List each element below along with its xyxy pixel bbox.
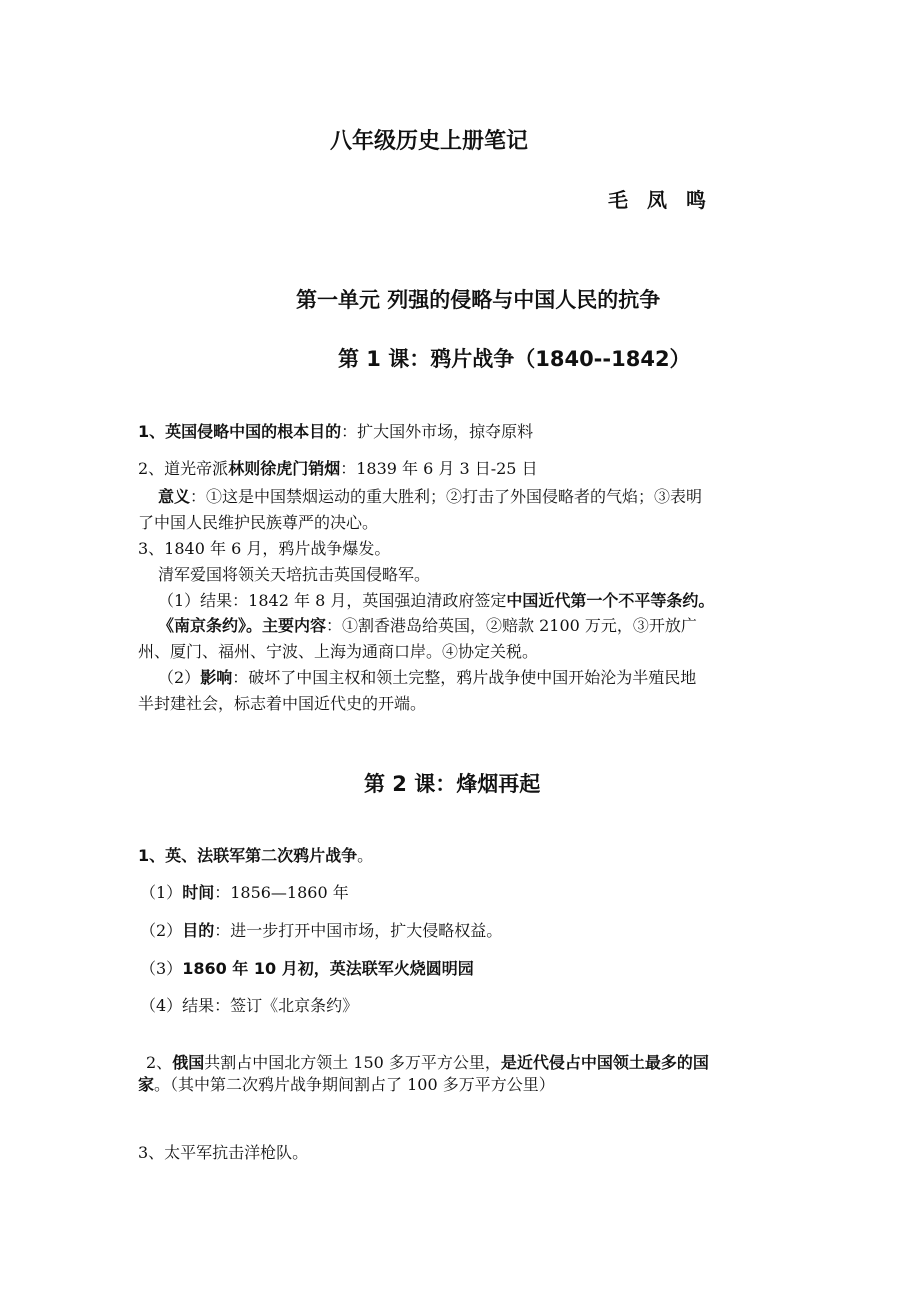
- point-text: ：1839 年 6 月 3 日-25 日: [340, 459, 538, 478]
- item-prefix: （3）: [140, 959, 183, 978]
- lesson1-point-1: [138, 421, 533, 443]
- treaty-continuation: 州、厦门、福州、宁波、上海为通商口岸。④协定关税。: [138, 642, 539, 661]
- result-text: （1）结果：1842 年 8 月，英国强迫清政府签定: [158, 591, 507, 610]
- lesson1-point-2: [138, 458, 538, 480]
- item-prefix: （1）: [140, 883, 183, 902]
- lesson2-point-1: [138, 845, 373, 867]
- lesson1-title: 第 1 课：鸦片战争（1840--1842）: [338, 347, 691, 371]
- lesson2-point-2-continuation: [138, 1074, 555, 1096]
- item-prefix: （2）: [140, 921, 183, 940]
- lesson2-goal: [140, 920, 502, 942]
- point-text: 2、道光帝派: [138, 459, 229, 478]
- impact-text: ：破坏了中国主权和领土完整，鸦片战争使中国开始沦为半殖民地: [232, 668, 697, 687]
- document-title: 八年级历史上册笔记: [330, 129, 529, 154]
- impact-heading: 影响: [200, 668, 233, 687]
- result-highlight: 中国近代第一个不平等条约。: [506, 591, 715, 610]
- lesson2-fire: [140, 958, 474, 980]
- result-line: [158, 590, 714, 612]
- lesson1-point-3: 3、1840 年 6 月，鸦片战争爆发。: [138, 539, 391, 558]
- point-text: 。: [357, 846, 374, 865]
- item-text: ：进一步打开中国市场，扩大侵略权益。: [214, 921, 503, 940]
- meaning-line: [158, 486, 702, 508]
- lesson1-point-3-detail: 清军爱国将领关天培抗击英国侵略军。: [158, 565, 431, 584]
- author-name: 毛 凤 鸣: [608, 188, 712, 212]
- impact-line: [158, 667, 696, 689]
- point-highlight: 是近代侵占中国领土最多的国: [500, 1053, 709, 1072]
- meaning-text: ：①这是中国禁烟运动的重大胜利；②打击了外国侵略者的气焰；③表明: [190, 487, 703, 506]
- item-heading: 1860 年 10 月初，英法联军火烧圆明园: [182, 959, 474, 978]
- item-heading: 目的: [182, 921, 215, 940]
- lesson2-title: 第 2 课：烽烟再起: [364, 772, 541, 796]
- lesson2-time: [140, 882, 349, 904]
- lesson2-result: （4）结果：签订《北京条约》: [140, 996, 359, 1015]
- impact-continuation: 半封建社会，标志着中国近代史的开端。: [138, 694, 427, 713]
- point-heading: 俄国: [172, 1053, 205, 1072]
- point-highlight: 家: [138, 1075, 155, 1094]
- unit-title: 第一单元 列强的侵略与中国人民的抗争: [296, 288, 661, 312]
- point-text: ：扩大国外市场，掠夺原料: [341, 422, 534, 441]
- item-heading: 时间: [182, 883, 215, 902]
- treaty-line: [158, 615, 697, 637]
- item-text: ：1856—1860 年: [214, 883, 349, 902]
- meaning-label: 意义: [158, 487, 191, 506]
- point-number: 1、: [138, 846, 166, 865]
- point-text: 。（其中第二次鸦片战争期间割占了 100 多万平方公里）: [154, 1075, 555, 1094]
- meaning-continuation: 了中国人民维护民族尊严的决心。: [138, 513, 379, 532]
- point-heading: 林则徐虎门销烟: [228, 459, 341, 478]
- treaty-heading: 《南京条约》。主要内容: [158, 616, 327, 635]
- treaty-text: ：①割香港岛给英国，②赔款 2100 万元，③开放广: [326, 616, 697, 635]
- point-heading: 英国侵略中国的根本目的: [165, 422, 342, 441]
- point-number: 2、: [146, 1053, 173, 1072]
- point-number: 1、: [138, 422, 166, 441]
- lesson2-point-3: 3、太平军抗击洋枪队。: [138, 1143, 309, 1162]
- impact-prefix: （2）: [158, 668, 201, 687]
- point-text: 共割占中国北方领土 150 多万平方公里，: [204, 1053, 501, 1072]
- point-heading: 英、法联军第二次鸦片战争: [165, 846, 358, 865]
- lesson2-point-2: [146, 1052, 709, 1074]
